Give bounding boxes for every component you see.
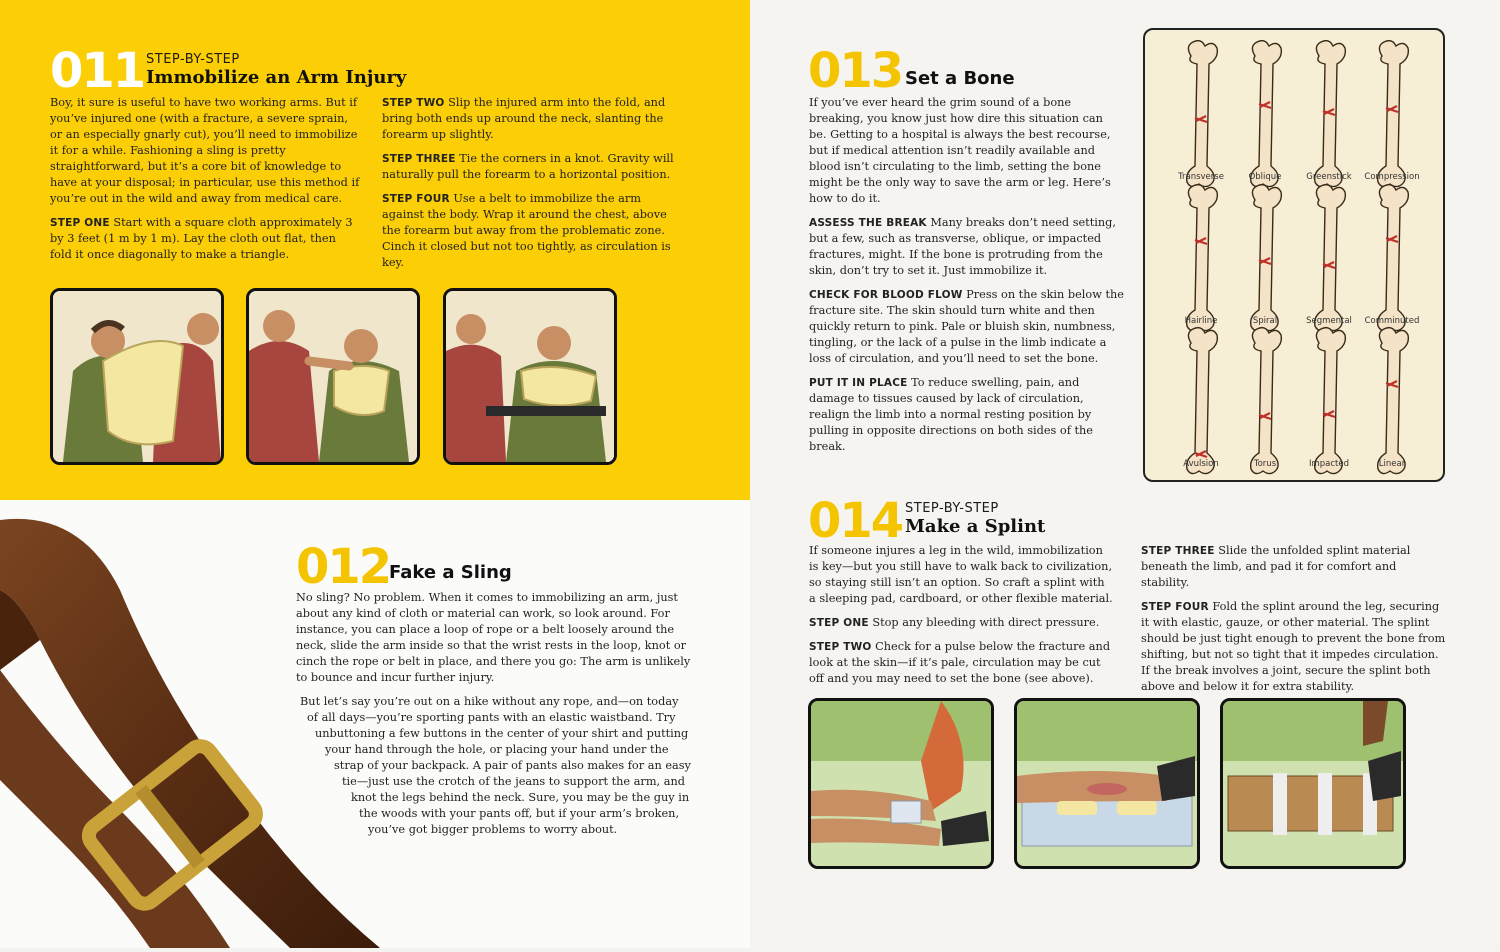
title-012: Fake a Sling [389, 562, 512, 583]
intro-013: If you’ve ever heard the grim sound of a bone breaking, you know just how dire this situation can be. Getting to a hospital is always the best recourse, but if medical attention isn’t readily available and blood isn’t circulating to the limb, setting the bone might be the only way to save the arm or leg. Here’s how to do it. [809, 96, 1111, 205]
text-line: knot the legs behind the neck. Sure, you may be the guy in [351, 791, 690, 804]
step-label: PUT IT IN PLACE [809, 377, 908, 389]
fracture-label-impacted: Impacted [1308, 459, 1350, 469]
intro-014: If someone injures a leg in the wild, immobilization is key—but you still have to walk back to civilization, so staying still isn’t an option. So craft a splint with a sleeping pad, cardboard, or other flexible material. [809, 544, 1113, 605]
kicker-011: STEP-BY-STEP [146, 52, 240, 67]
step-014-2 [809, 639, 1114, 687]
bone-transverse [1187, 41, 1218, 187]
step-label: STEP TWO [809, 641, 872, 653]
fracture-label-segmental: Segmental [1306, 316, 1352, 326]
bone-oblique [1251, 41, 1282, 187]
step-text: Slide the unfolded splint material beneath the limb, and pad it for comfort and stability. [1141, 544, 1411, 589]
bone-torus [1251, 328, 1282, 474]
step-text: Press on the skin below the fracture site. The skin should turn white and then quickly return to pink. Pale or bluish skin, numbness, tingling, or the lack of a pulse in the limb indicate a loss of circulation, and you’ll need to set the bone. [809, 288, 1124, 365]
col-013 [809, 95, 1124, 463]
step-text: Many breaks don’t need setting, but a few, such as transverse, oblique, or impacted fractures, might. If the bone is protruding from the skin, don’t try to set it. Just immobilize it. [809, 216, 1116, 277]
bone-diagram [1145, 30, 1443, 480]
sling-illustration-3 [443, 288, 617, 465]
step-text: Use a belt to immobilize the arm against the body. Wrap it around the chest, above the forearm but away from the problematic zone. Cinch it closed but not too tightly, as circulation is key. [382, 192, 671, 269]
step-text: To reduce swelling, pain, and damage to tissues caused by lack of circulation, realign the limb into a normal resting position by pulling in opposite directions on both sides of the break. [809, 376, 1093, 453]
step-text: Fold the splint around the leg, securing it with elastic, gauze, or other material. The splint should be just tight enough to prevent the bone from shifting, but not so tight that it impedes circulation. If the break involves a joint, secure the splint both above and below it for extra stability. [1141, 600, 1446, 693]
col-011-right [382, 95, 682, 279]
fracture-label-avulsion: Avulsion [1183, 459, 1219, 469]
text-line: your hand through the hole, or placing your hand under the [325, 743, 669, 756]
step-013-2 [809, 287, 1124, 367]
splint-illustration-1 [808, 698, 994, 869]
step-011-4 [382, 191, 682, 271]
step-013-3 [809, 375, 1124, 455]
text-line: of all days—you’re sporting pants with an elastic waistband. Try [307, 711, 676, 724]
step-label: ASSESS THE BREAK [809, 217, 927, 229]
step-label: STEP TWO [382, 97, 445, 109]
step-text: Start with a square cloth approximately 3 by 3 feet (1 m by 1 m). Lay the cloth out flat, then fold it once diagonally to make a triangle. [50, 216, 353, 261]
fracture-label-oblique: Oblique [1248, 172, 1282, 182]
step-label: CHECK FOR BLOOD FLOW [809, 289, 963, 301]
step-014-3 [1141, 543, 1446, 591]
step-text: Slip the injured arm into the fold, and bring both ends up around the neck, slanting the forearm up slightly. [382, 96, 666, 141]
section-number-014: 014 [808, 493, 903, 549]
bone-comminuted [1378, 185, 1409, 331]
fracture-label-comminuted: Comminuted [1364, 316, 1420, 326]
step-text: Tie the corners in a knot. Gravity will naturally pull the forearm to a horizontal position. [382, 152, 674, 181]
fracture-types-chart [1143, 28, 1445, 482]
bone-avulsion [1187, 328, 1218, 474]
section-number-013: 013 [808, 43, 903, 99]
title-014: Make a Splint [905, 516, 1046, 537]
fracture-label-linear: Linear [1378, 459, 1406, 469]
bone-linear [1378, 328, 1409, 474]
fracture-label-hairline: Hairline [1184, 316, 1218, 326]
text-line: the woods with your pants off, but if your arm’s broken, [359, 807, 680, 820]
step-label: STEP FOUR [382, 193, 450, 205]
section-number-012: 012 [296, 539, 391, 595]
fracture-label-transverse: Transverse [1178, 172, 1224, 182]
text-line: But let’s say you’re out on a hike without any rope, and—on today [300, 695, 679, 708]
title-011: Immobilize an Arm Injury [146, 67, 407, 88]
kicker-014: STEP-BY-STEP [905, 501, 999, 516]
step-label: STEP THREE [382, 153, 456, 165]
text-line: you’ve got bigger problems to worry about. [368, 823, 618, 836]
text-line: tie—just use the crotch of the jeans to support the arm, and [342, 775, 685, 788]
step-label: STEP ONE [50, 217, 110, 229]
step-011-2 [382, 95, 682, 143]
step-label: STEP FOUR [1141, 601, 1209, 613]
section-number-011: 011 [50, 43, 145, 99]
text-line: unbuttoning a few buttons in the center of your shirt and putting [315, 727, 689, 740]
text-line: strap of your backpack. A pair of pants also makes for an easy [334, 759, 691, 772]
fracture-label-spiral: Spiral [1252, 316, 1278, 326]
bone-segmental [1315, 185, 1346, 331]
sling-illustration-2 [246, 288, 420, 465]
col-014-right [1141, 543, 1446, 703]
p2-012 [300, 694, 700, 838]
step-text: Stop any bleeding with direct pressure. [872, 616, 1100, 629]
step-011-1 [50, 215, 360, 263]
bone-impacted [1315, 328, 1346, 474]
splint-illustration-2 [1014, 698, 1200, 869]
p1-012: No sling? No problem. When it comes to immobilizing an arm, just about any kind of cloth or material can work, so look around. For instance, you can place a loop of rope or a belt loosely around the neck, slide the arm inside so that the wrist rests in the loop, knot or cinch the rope or belt in place, and there you go: The arm is unlikely to bounce and incur further injury. [296, 591, 691, 684]
fracture-label-greenstick: Greenstick [1306, 172, 1352, 182]
bone-spiral [1251, 185, 1282, 331]
intro-011: Boy, it sure is useful to have two working arms. But if you’ve injured one (with a fracture, a severe sprain, or an especially gnarly cut), you’ll need to immobilize it for a while. Fashioning a sling is pretty straightforward, but it’s a core bit of knowledge to have at your disposal; in particular, use this method if you’re out in the wild and away from medical care. [50, 96, 360, 205]
fracture-label-compression: Compression [1364, 172, 1420, 182]
bone-greenstick [1315, 41, 1346, 187]
step-011-3 [382, 151, 682, 183]
col-014-left [809, 543, 1114, 695]
bone-hairline [1187, 185, 1218, 331]
col-011-left [50, 95, 360, 271]
sling-illustration-1 [50, 288, 224, 465]
step-text: Check for a pulse below the fracture and look at the skin—if it’s pale, circulation may be cut off and you may need to set the bone (see above). [809, 640, 1111, 685]
step-label: STEP ONE [809, 617, 869, 629]
step-014-1 [809, 615, 1114, 631]
bone-compression [1378, 41, 1409, 187]
fracture-label-torus: Torus [1253, 459, 1277, 469]
splint-illustration-3 [1220, 698, 1406, 869]
step-label: STEP THREE [1141, 545, 1215, 557]
step-013-1 [809, 215, 1124, 279]
title-013: Set a Bone [905, 68, 1015, 89]
step-014-4 [1141, 599, 1446, 695]
